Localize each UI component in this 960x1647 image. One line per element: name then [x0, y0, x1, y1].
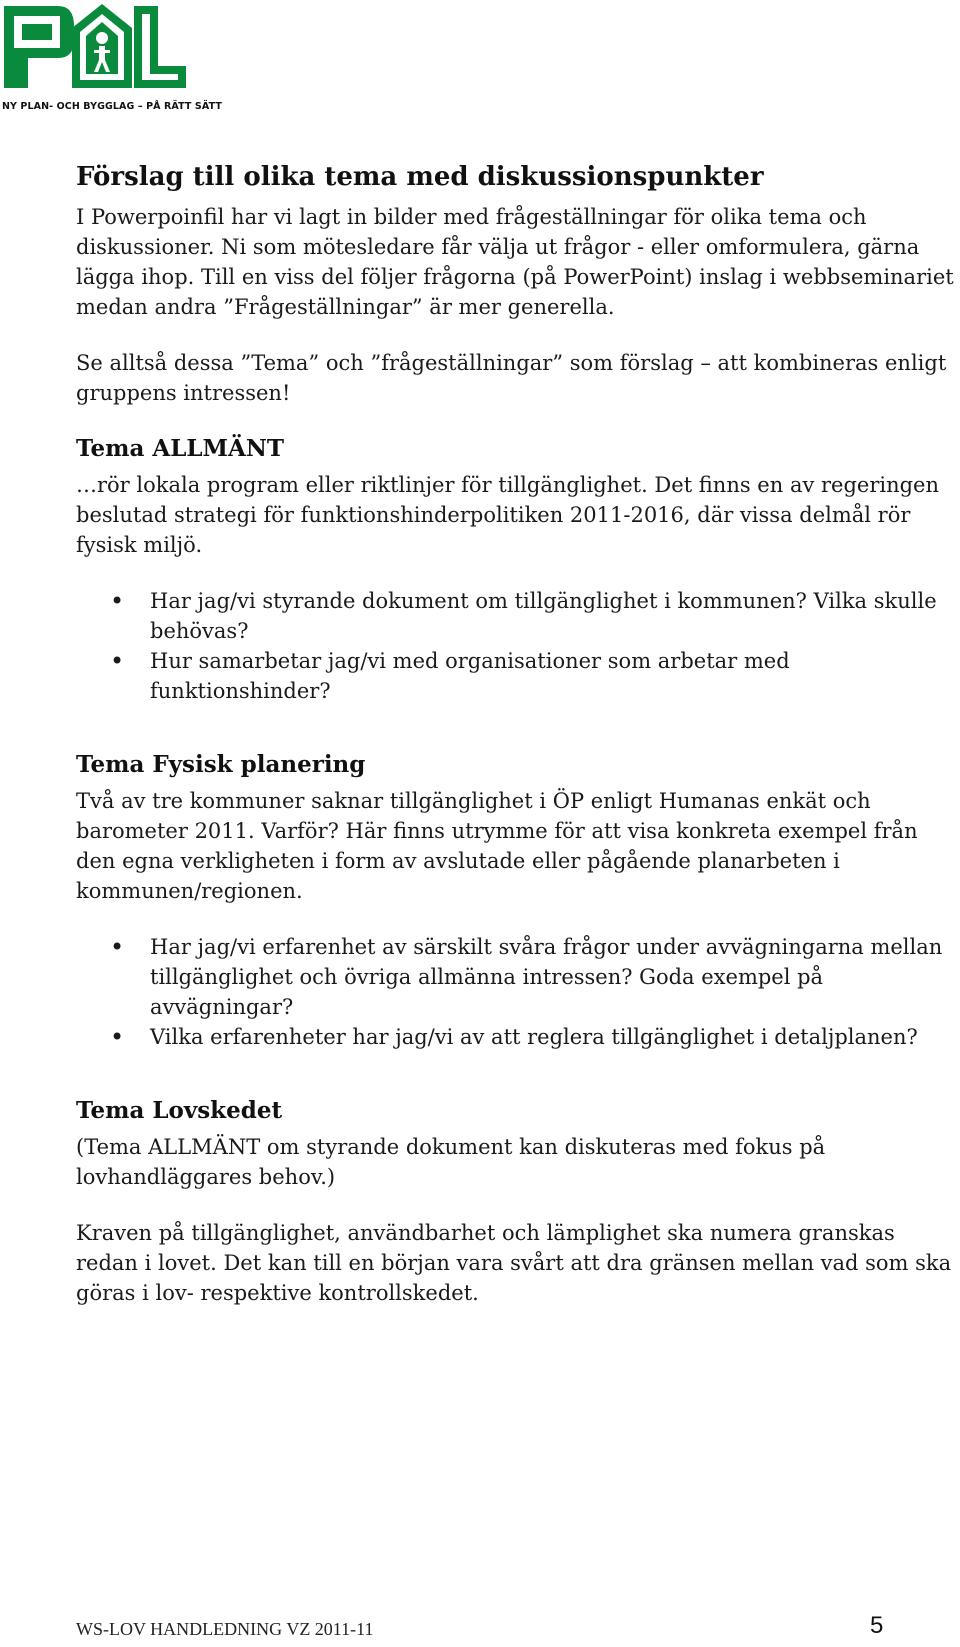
list-item: • Har jag/vi erfarenhet av särskilt svåra frågor under avvägningarna mellan tillgänglighet och övriga allmänna intressen? Goda exempel på avvägningar? [76, 932, 956, 1022]
note-paragraph: Se alltså dessa ”Tema” och ”frågeställningar” som förslag – att kombineras enligt gruppens intressen! [76, 351, 947, 405]
logo-tagline: NY PLAN- OCH BYGGLAG – PÅ RÄTT SÄTT [2, 101, 222, 112]
section-text-lovskedet: (Tema ALLMÄNT om styrande dokument kan diskuteras med fokus på lovhandläggares behov.) [76, 1135, 826, 1189]
list-item: • Vilka erfarenheter har jag/vi av att reglera tillgänglighet i detaljplanen? [76, 1022, 956, 1052]
footer-document-id: WS-LOV HANDLEDNING VZ 2011-11 [76, 1619, 374, 1639]
pbl-logo-icon [0, 0, 200, 100]
bullet-list-fysisk-planering [76, 932, 956, 1052]
intro-paragraph: I Powerpoinfil har vi lagt in bilder med frågeställningar för olika tema och diskussioner. Ni som mötesledare får välja ut frågor - eller omformulera, gärna lägga ihop. Till en viss del följer frågorna (på PowerPoint) inslag i webbseminariet medan andra ”Frågeställningar” är mer generella. [76, 205, 954, 319]
document-body [76, 160, 956, 1308]
section-text-fysisk-planering: Två av tre kommuner saknar tillgänglighet i ÖP enligt Humanas enkät och barometer 2011. Varför? Här finns utrymme för att visa konkreta exempel från den egna verkligheten i form av avslutade eller pågående planarbeten i kommunen/regionen. [76, 789, 918, 903]
section-title-fysisk-planering: Tema Fysisk planering [76, 751, 366, 778]
page-title: Förslag till olika tema med diskussionspunkter [76, 162, 764, 192]
bullet-list-allmant [76, 586, 956, 706]
list-item: • Har jag/vi styrande dokument om tillgänglighet i kommunen? Vilka skulle behövas? [76, 586, 956, 646]
section-title-allmant: Tema ALLMÄNT [76, 435, 284, 462]
section-text-lovskedet-2: Kraven på tillgänglighet, användbarhet och lämplighet ska numera granskas redan i lovet. Det kan till en början vara svårt att dra gränsen mellan vad som ska göras i lov- respektive kontrollskedet. [76, 1221, 952, 1305]
section-title-lovskedet: Tema Lovskedet [76, 1097, 283, 1124]
pbl-logo [0, 0, 222, 115]
list-item: • Hur samarbetar jag/vi med organisationer som arbetar med funktionshinder? [76, 646, 956, 706]
page-number: 5 [870, 1612, 884, 1639]
section-text-allmant: …rör lokala program eller riktlinjer för tillgänglighet. Det finns en av regeringen beslutad strategi för funktionshinderpolitiken 2011-2016, där vissa delmål rör fysisk miljö. [76, 473, 940, 557]
